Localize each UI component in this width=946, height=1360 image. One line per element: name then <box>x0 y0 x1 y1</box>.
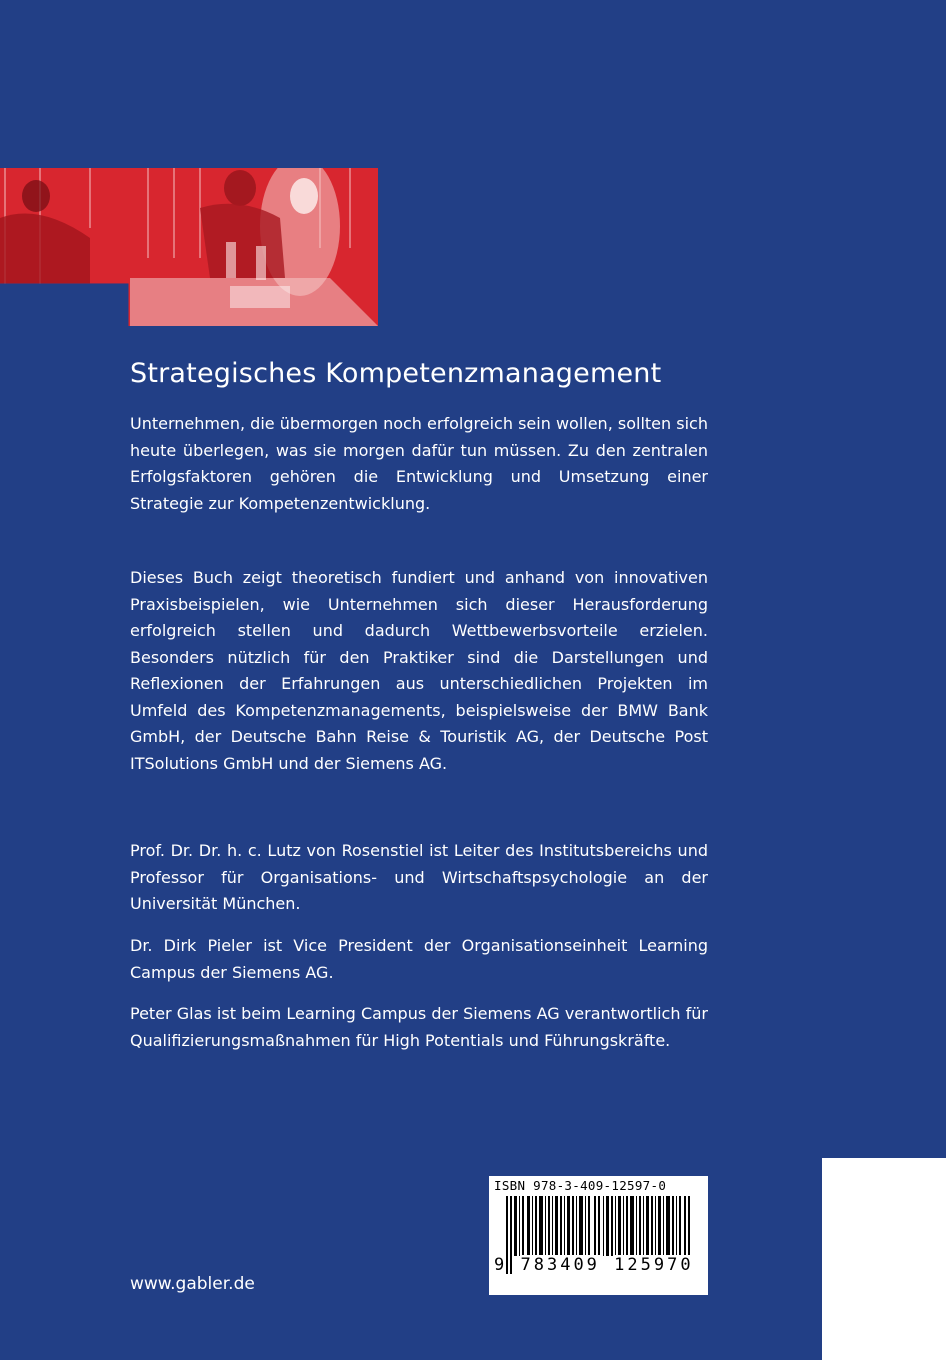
ean-number <box>494 1256 703 1274</box>
cover-photo-meeting <box>0 168 378 326</box>
description-paragraph-1: Unternehmen, die übermorgen noch erfolgreich sein wollen, sollten sich heute überlegen, was sie morgen dafür tun müssen. Zu den zentralen Erfolgsfaktoren gehören die Entwicklung und Umsetzung einer Strategie zur Kompetenzentwicklung. <box>130 414 708 513</box>
meeting-photo-illustration <box>0 168 378 326</box>
publisher-website: www.gabler.de <box>130 1274 255 1294</box>
author-bio-pieler: Dr. Dirk Pieler ist Vice President der Organisationseinheit Learning Campus der Siemens AG. <box>130 936 708 982</box>
white-label-area <box>822 1158 946 1360</box>
isbn-barcode <box>489 1176 708 1295</box>
description-paragraph-2: Dieses Buch zeigt theoretisch fundiert und anhand von innovativen Praxisbeispielen, wie Unternehmen sich dieser Herausforderung erfolgreich stellen und dadurch Wettbewerbsvorteile erzielen. Besonders nützlich für den Praktiker sind die Darstellungen und Reflexionen der Erfahrungen aus unterschiedlichen Projekten im Umfeld des Kompetenzmanagements, beispielsweise der BMW Bank GmbH, der Deutsche Bahn Reise & Touristik AG, der Deutsche Post ITSolutions GmbH und der Siemens AG. <box>130 568 708 773</box>
ean-left-group: 783409 <box>520 1255 600 1275</box>
isbn-label: ISBN 978-3-409-12597-0 <box>494 1178 667 1193</box>
author-bio-rosenstiel: Prof. Dr. Dr. h. c. Lutz von Rosenstiel ist Leiter des Institutsbereichs und Professor für Organisations- und Wirtschaftspsychologie an der Universität München. <box>130 841 708 913</box>
ean-right-group: 125970 <box>614 1255 694 1275</box>
book-title: Strategisches Kompetenzmanagement <box>130 358 662 389</box>
ean-first-digit: 9 <box>494 1255 505 1275</box>
author-bio-glas: Peter Glas ist beim Learning Campus der Siemens AG verantwortlich für Qualifizierungsmaßnahmen für High Potentials und Führungskräfte. <box>130 1004 708 1050</box>
